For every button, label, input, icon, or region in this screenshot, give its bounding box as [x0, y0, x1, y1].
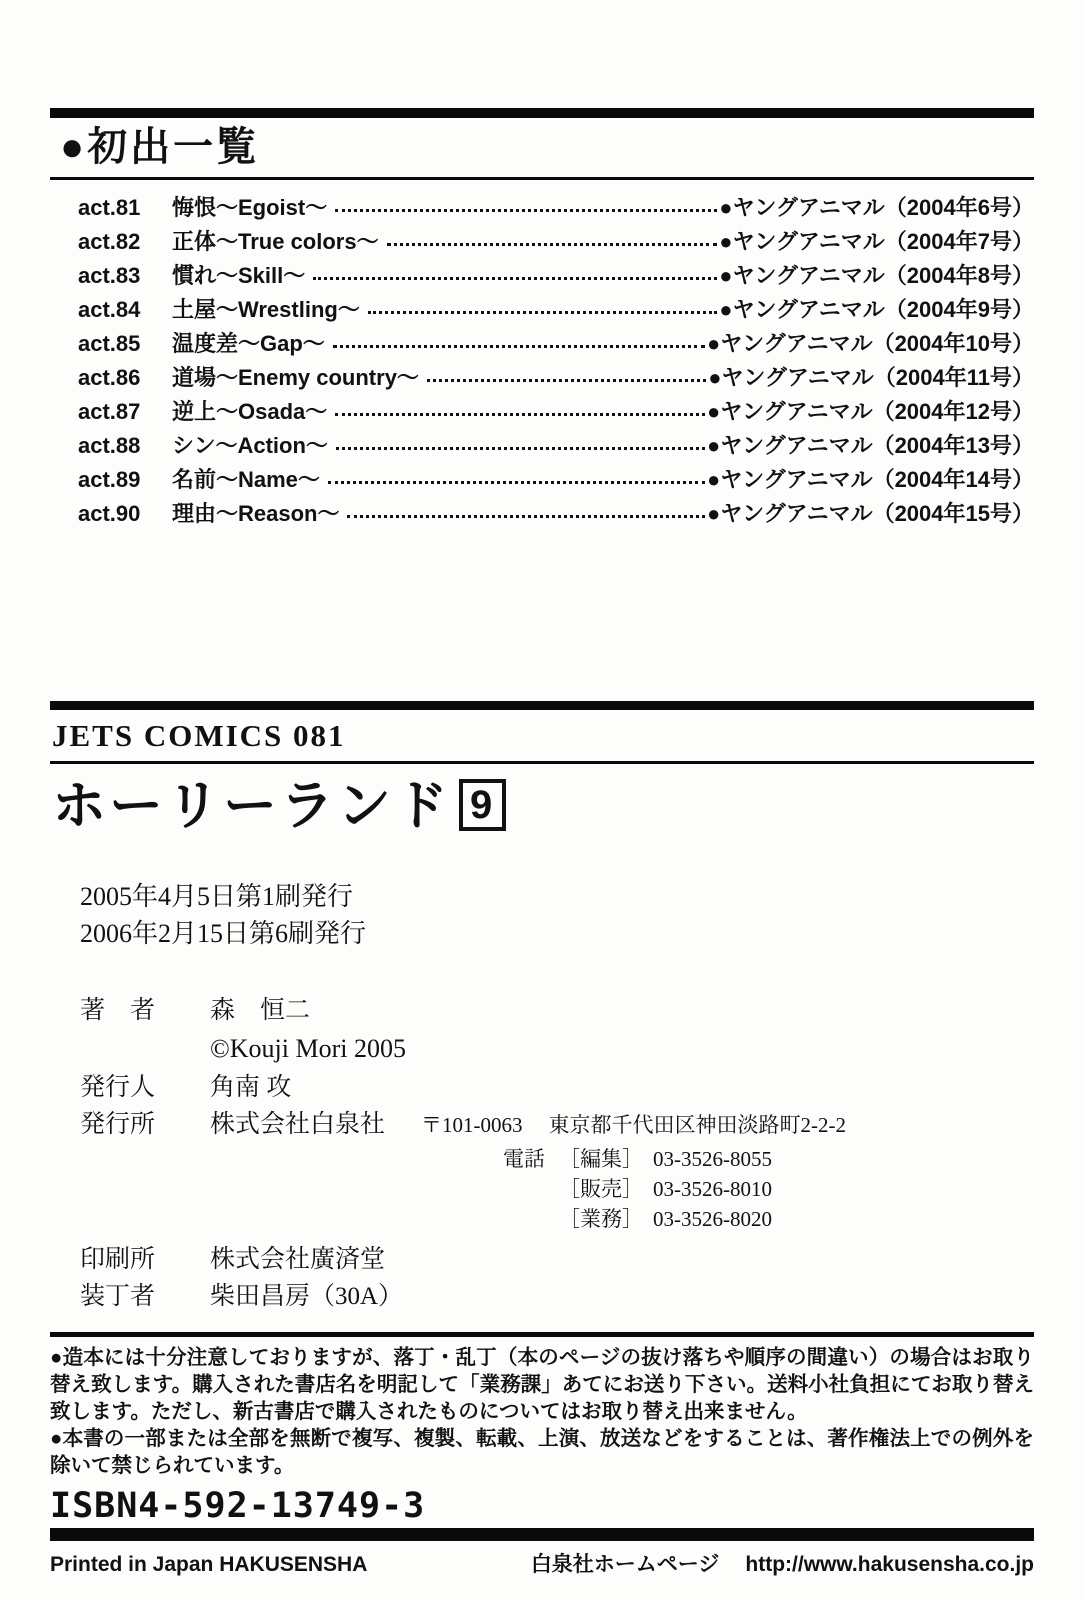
chapter-title: シン～Action～ — [172, 433, 328, 458]
printer-name: 株式会社廣済堂 — [210, 1246, 386, 1273]
phone-dept: ［業務］ — [559, 1207, 643, 1231]
homepage-url: http://www.hakusensha.co.jp — [745, 1553, 1034, 1576]
list-item — [50, 327, 1034, 361]
issuer-row — [80, 1069, 1034, 1106]
dot-leader — [333, 345, 705, 348]
phone-dept: ［販売］ — [559, 1177, 643, 1201]
list-item — [50, 191, 1034, 225]
act-number: act.84 — [78, 297, 141, 322]
dot-leader — [313, 277, 717, 280]
publication-source: ●ヤングアニマル（2004年13号） — [707, 433, 1034, 458]
phone-number: 03-3526-8055 — [653, 1147, 772, 1171]
designer-row — [80, 1278, 1034, 1315]
list-item — [50, 429, 1034, 463]
act-number: act.90 — [78, 501, 141, 526]
publication-source: ●ヤングアニマル（2004年8号） — [719, 263, 1034, 288]
publisher-address — [421, 1107, 846, 1144]
printed-in-japan: Printed in Japan HAKUSENSHA — [50, 1553, 368, 1576]
phone-row — [503, 1204, 1034, 1234]
author-row — [80, 992, 1034, 1029]
author-name: 森 恒二 — [210, 997, 311, 1024]
publication-source: ●ヤングアニマル（2004年7号） — [719, 229, 1034, 254]
act-number: act.86 — [78, 365, 141, 390]
phone-dept: ［編集］ — [559, 1147, 643, 1171]
phone-row — [503, 1174, 1034, 1204]
act-number: act.81 — [78, 195, 141, 220]
notice-text — [50, 1344, 1034, 1479]
phone-row — [503, 1144, 1034, 1174]
publication-source: ●ヤングアニマル（2004年11号） — [708, 365, 1034, 390]
chapter-title: 名前～Name～ — [172, 467, 320, 492]
act-number: act.89 — [78, 467, 141, 492]
list-item — [50, 361, 1034, 395]
act-number: act.88 — [78, 433, 141, 458]
printer-label: 印刷所 — [80, 1246, 156, 1273]
street-address: 東京都千代田区神田淡路町2-2-2 — [548, 1113, 847, 1137]
dot-leader — [427, 379, 706, 382]
publication-source: ●ヤングアニマル（2004年6号） — [719, 195, 1034, 220]
credits-block — [50, 992, 1034, 1315]
imprint-label: JETS COMICS 081 — [52, 718, 346, 753]
top-divider-bar — [50, 108, 1034, 118]
phone-label-spacer — [503, 1204, 559, 1234]
publisher-name: 株式会社白泉社 — [210, 1111, 386, 1138]
book-title-text: ホーリーランド — [52, 776, 451, 836]
phone-number: 03-3526-8020 — [653, 1207, 772, 1231]
notice-top-rule — [50, 1332, 1034, 1337]
list-item — [50, 225, 1034, 259]
list-item — [50, 293, 1034, 327]
act-number: act.82 — [78, 229, 141, 254]
dot-leader — [368, 311, 717, 314]
publication-list — [50, 191, 1034, 531]
phone-label-spacer — [503, 1174, 559, 1204]
bottom-divider-bar — [50, 1528, 1034, 1541]
section-title: ●初出一覧 — [60, 125, 260, 169]
dot-leader — [387, 243, 718, 246]
book-title — [52, 774, 1034, 838]
chapter-title: 悔恨～Egoist～ — [172, 195, 328, 220]
publication-source: ●ヤングアニマル（2004年14号） — [707, 467, 1034, 492]
chapter-title: 逆上～Osada～ — [172, 399, 328, 424]
publication-source: ●ヤングアニマル（2004年10号） — [707, 331, 1034, 356]
publisher-homepage — [505, 1548, 1034, 1578]
designer-name: 柴田昌房（30A） — [210, 1283, 404, 1310]
publication-source: ●ヤングアニマル（2004年15号） — [707, 501, 1034, 526]
act-number: act.87 — [78, 399, 141, 424]
publisher-row — [80, 1106, 1034, 1144]
act-number: act.85 — [78, 331, 141, 356]
designer-label: 装丁者 — [80, 1283, 156, 1310]
dot-leader — [335, 413, 705, 416]
publisher-label: 発行所 — [80, 1111, 156, 1138]
chapter-title: 温度差～Gap～ — [172, 331, 325, 356]
copyright-line: ©Kouji Mori 2005 — [210, 1034, 406, 1063]
publication-source: ●ヤングアニマル（2004年12号） — [707, 399, 1034, 424]
list-item — [50, 395, 1034, 429]
chapter-title: 正体～True colors～ — [172, 229, 379, 254]
act-number: act.83 — [78, 263, 141, 288]
phone-label: 電話 — [503, 1147, 545, 1171]
page-footer — [50, 1548, 1034, 1578]
phone-number: 03-3526-8010 — [653, 1177, 772, 1201]
issuer-name: 角南 攻 — [210, 1074, 292, 1101]
dot-leader — [336, 447, 705, 450]
author-label: 著 者 — [80, 997, 156, 1024]
phone-block — [503, 1144, 1034, 1234]
first-publication-section — [50, 108, 1034, 531]
chapter-title: 土屋～Wrestling～ — [172, 297, 360, 322]
volume-number: 9 — [459, 779, 506, 831]
dot-leader — [328, 481, 705, 484]
dot-leader — [347, 515, 705, 518]
colophon-top-bar — [50, 701, 1034, 710]
publication-source: ●ヤングアニマル（2004年9号） — [719, 297, 1034, 322]
dot-leader — [335, 209, 717, 212]
isbn-number: ISBN4-592-13749-3 — [50, 1486, 426, 1526]
copyright-notice: ●本書の一部または全部を無断で複写、複製、転載、上演、放送などをすることは、著作権法上での例外を除いて禁じられています。 — [50, 1427, 1034, 1477]
replacement-notice: ●造本には十分注意しておりますが、落丁・乱丁（本のページの抜け落ちや順序の間違い）の場合はお取り替え致します。購入された書店名を明記して「業務課」あてにお送り下さい。送料小社負担にてお取り替え致します。ただし、新古書店で購入されたものについてはお取り替え出来ません。 — [50, 1346, 1034, 1423]
colophon-section — [50, 701, 1034, 1315]
issuer-label: 発行人 — [80, 1074, 156, 1101]
list-item — [50, 463, 1034, 497]
printer-row — [80, 1241, 1034, 1278]
postal-code: 〒101-0063 — [421, 1113, 523, 1137]
notice-section — [50, 1332, 1034, 1578]
first-printing: 2005年4月5日第1刷発行 — [80, 882, 354, 911]
printing-dates — [80, 878, 1034, 952]
chapter-title: 道場～Enemy country～ — [172, 365, 419, 390]
list-item — [50, 259, 1034, 293]
homepage-label: 白泉社ホームページ — [530, 1553, 720, 1576]
imprint-underline — [50, 761, 1034, 764]
chapter-title: 理由～Reason～ — [172, 501, 340, 526]
title-underline — [50, 177, 1034, 180]
sixth-printing: 2006年2月15日第6刷発行 — [80, 919, 367, 948]
chapter-title: 慣れ～Skill～ — [172, 263, 306, 288]
list-item — [50, 497, 1034, 531]
